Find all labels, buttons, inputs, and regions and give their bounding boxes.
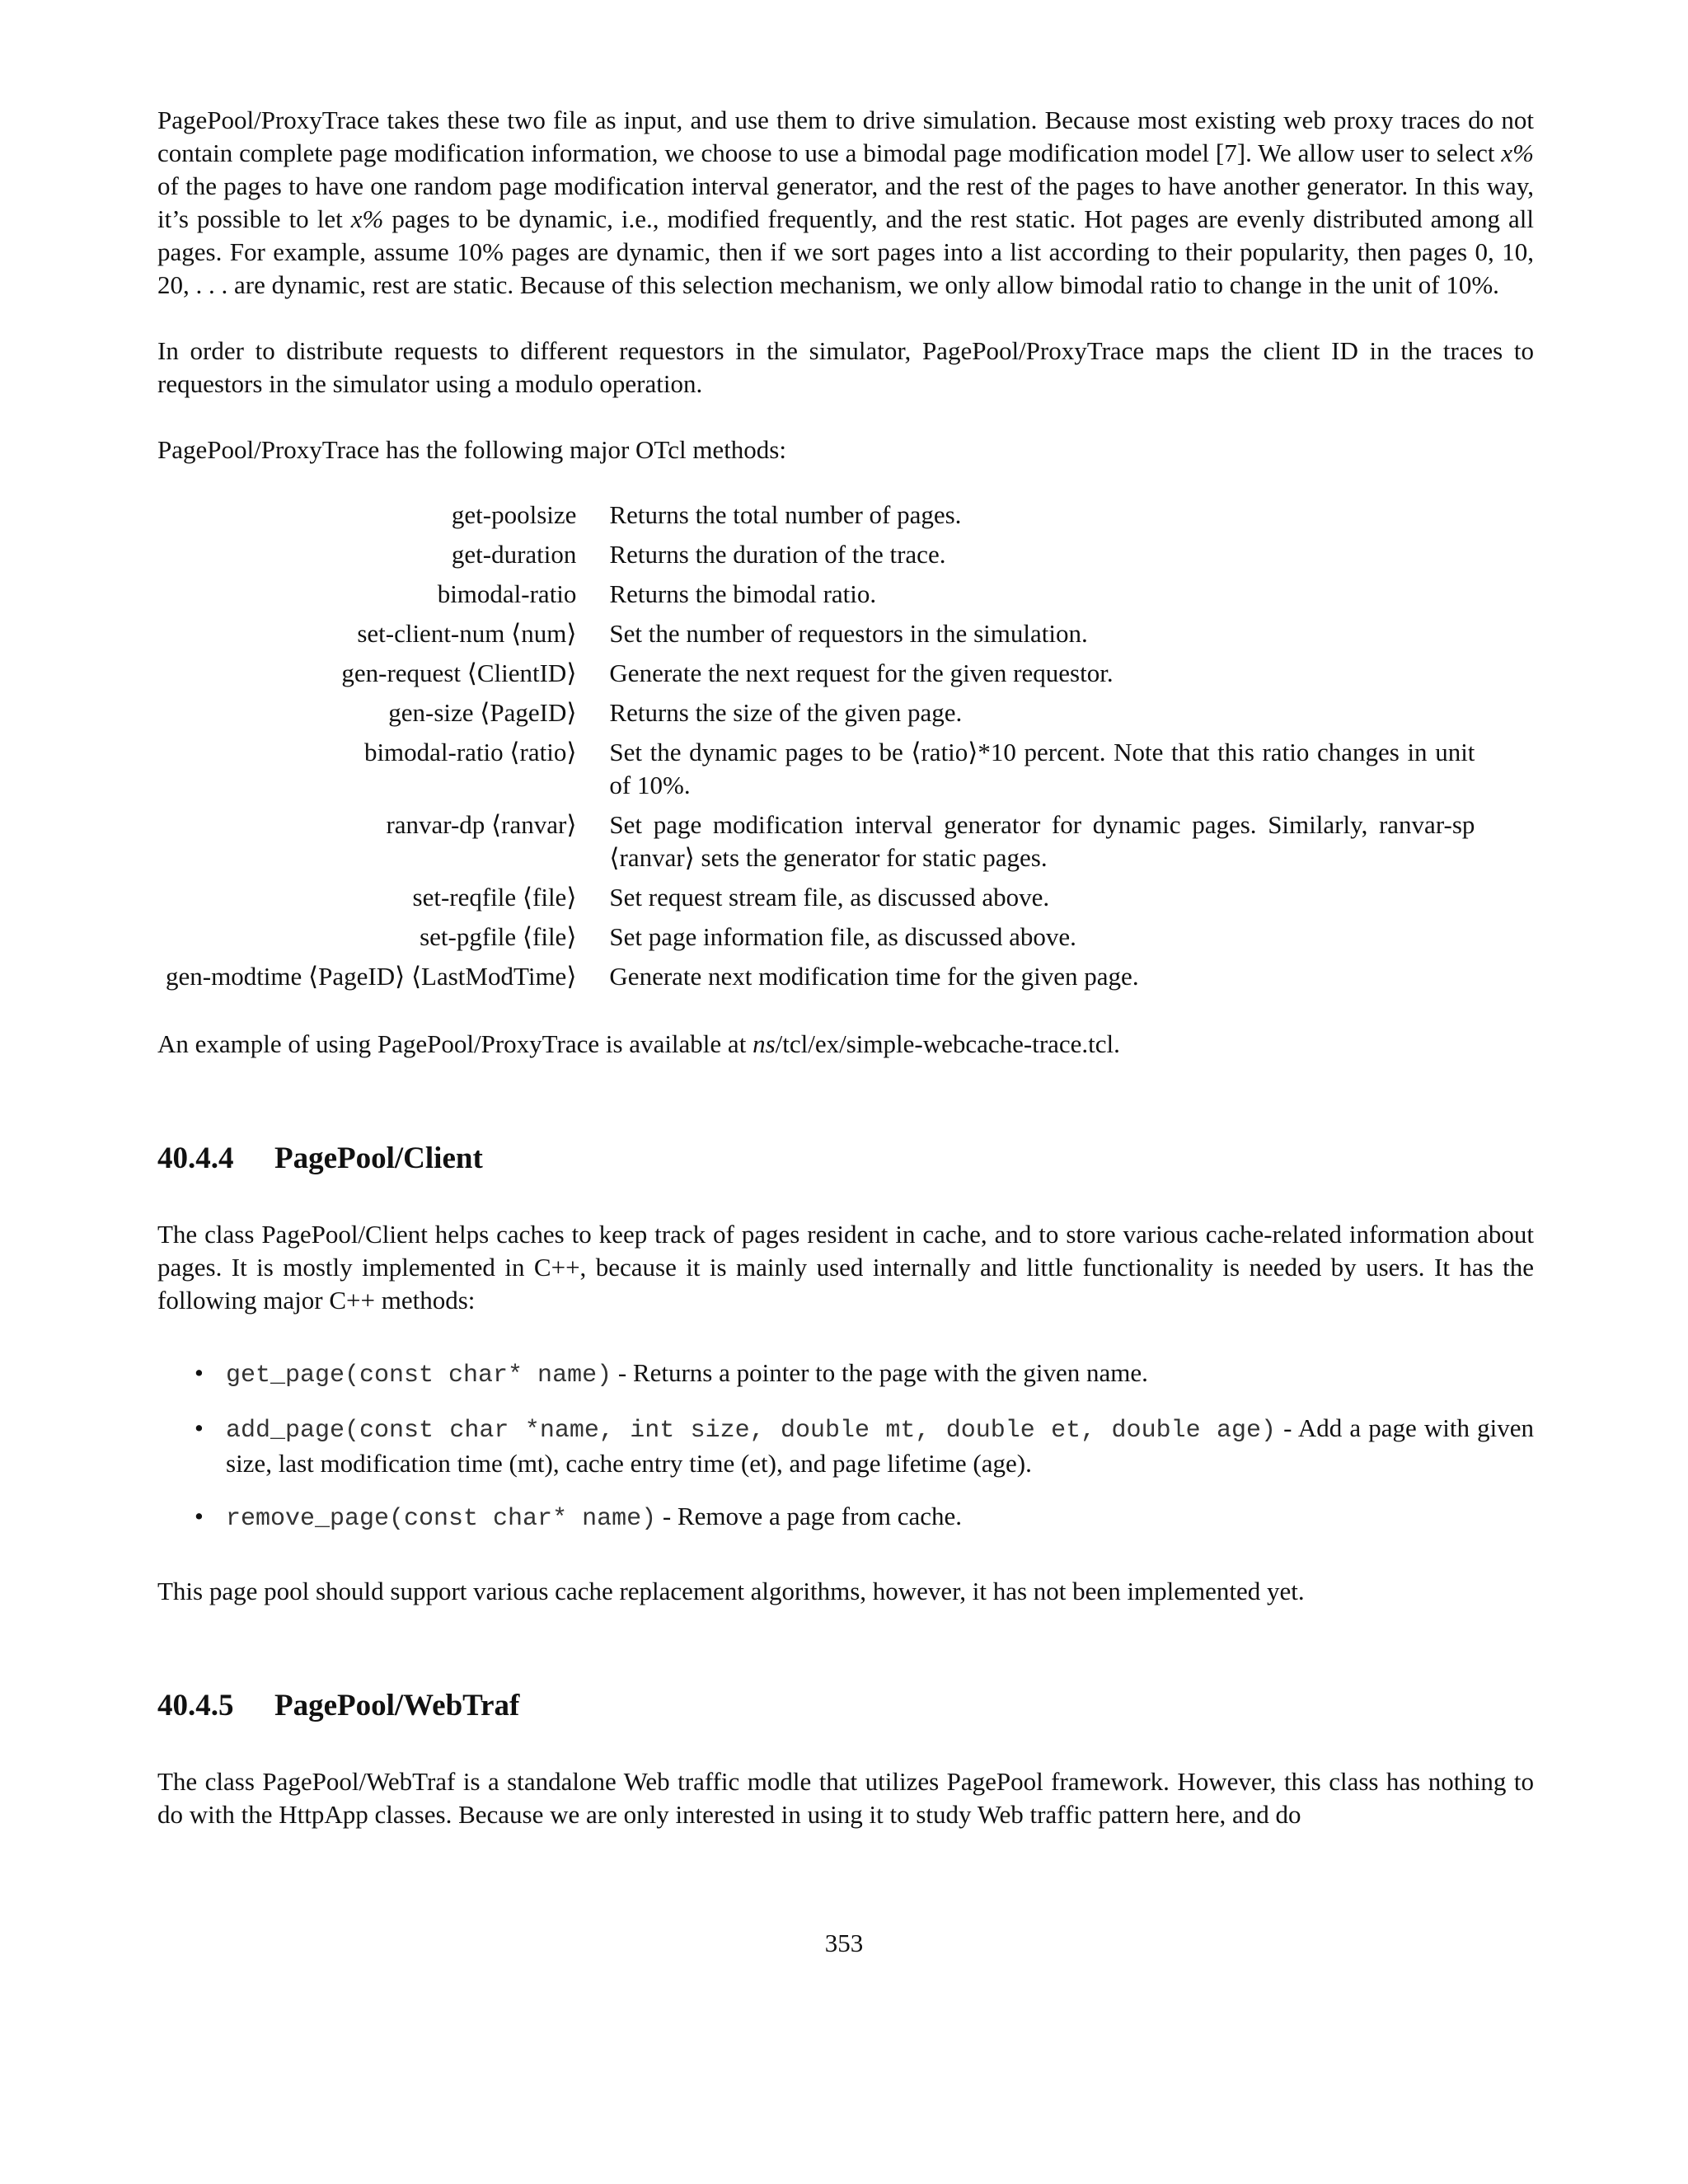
- method-name: get-poolsize: [451, 500, 577, 529]
- method-name: gen-modtime ⟨PageID⟩ ⟨LastModTime⟩: [166, 962, 577, 991]
- list-item: • remove_page(const char* name) - Remove a page from cache.: [195, 1502, 963, 1533]
- section-number: 40.4.4: [157, 1141, 234, 1175]
- method-row: [166, 654, 1475, 693]
- method-description: Generate the next request for the given requestor.: [609, 658, 1114, 687]
- method-name: set-client-num ⟨num⟩: [357, 619, 577, 648]
- method-signature: get_page(const char* name): [226, 1361, 612, 1390]
- method-name: ranvar-dp ⟨ranvar⟩: [386, 810, 577, 839]
- method-description: Returns the bimodal ratio.: [609, 579, 877, 608]
- section-webtraf-body: The class PagePool/WebTraf is a standalone Web traffic modle that utilizes PagePool framework. However, this class has nothing to do with the HttpApp classes. Because we are only interested in using it to study Web traffic pattern here, and do: [157, 1767, 1534, 1829]
- section-client-tail: This page pool should support various cache replacement algorithms, however, it has not been implemented yet.: [157, 1577, 1305, 1605]
- bullet-icon: •: [195, 1413, 204, 1442]
- method-name: get-duration: [451, 540, 577, 569]
- method-row: [166, 495, 1475, 535]
- math-x-percent: x%: [1501, 138, 1534, 167]
- math-x-percent: x%: [350, 204, 384, 233]
- method-description: Set page information file, as discussed above.: [609, 922, 1076, 951]
- method-description: Returns the size of the given page.: [609, 698, 963, 727]
- method-row: [166, 878, 1475, 917]
- method-description: Set page modification interval generator for dynamic pages. Similarly, ranvar-sp ⟨ranvar⟩ sets the generator for static pages.: [609, 810, 1475, 872]
- method-signature: remove_page(const char* name): [226, 1505, 657, 1533]
- method-row: [166, 805, 1475, 878]
- method-name: gen-size ⟨PageID⟩: [388, 698, 577, 727]
- method-row: [166, 957, 1475, 996]
- method-signature: add_page(const char *name, int size, double mt, double et, double age): [226, 1417, 1276, 1445]
- method-name: set-reqfile ⟨file⟩: [412, 883, 577, 912]
- list-item: • get_page(const char* name) - Returns a pointer to the page with the given name.: [195, 1358, 1148, 1390]
- method-row: [166, 574, 1475, 614]
- otcl-methods-table: [166, 495, 1475, 996]
- example-paragraph: An example of using PagePool/ProxyTrace is available at ns/tcl/ex/simple-webcache-trace.tcl.: [157, 1029, 1120, 1058]
- section-heading-pagepool-webtraf: [157, 1686, 1534, 1726]
- cpp-methods-list: [157, 1357, 1534, 1535]
- method-description: Set request stream file, as discussed above.: [609, 883, 1050, 912]
- method-row: [166, 693, 1475, 733]
- method-name: gen-request ⟨ClientID⟩: [341, 658, 577, 687]
- section-heading-pagepool-client: [157, 1139, 1534, 1179]
- method-description: Set the dynamic pages to be ⟨ratio⟩*10 percent. Note that this ratio changes in unit of 10%.: [609, 738, 1475, 799]
- method-row: [166, 917, 1475, 957]
- section-number: 40.4.5: [157, 1689, 234, 1722]
- bullet-icon: •: [195, 1502, 204, 1530]
- method-row: [166, 733, 1475, 805]
- section-client-body: The class PagePool/Client helps caches to keep track of pages resident in cache, and to store various cache-related information about pages. It is mostly implemented in C++, because it is mainly used internally and little functionality is needed by users. It has the following major C++ methods:: [157, 1220, 1534, 1315]
- page-number: 353: [824, 1929, 864, 1957]
- intro-paragraph-requestors: In order to distribute requests to different requestors in the simulator, PagePool/ProxyTrace maps the client ID in the traces to requestors in the simulator using a modulo operation.: [157, 336, 1534, 398]
- intro-paragraph-bimodal: PagePool/ProxyTrace takes these two file as input, and use them to drive simulation. Because most existing web proxy traces do not contain complete page modification information, we choose to use a bimodal page modification model [7]. We allow user to select x% of the pages to have one random page modification interval generator, and the rest of the pages to have another generator. In this way, it’s possible to let x% pages to be dynamic, i.e., modified frequently, and the rest static. Hot pages are evenly distributed among all pages. For example, assume 10% pages are dynamic, then if we sort pages into a list according to their popularity, then pages 0, 10, 20, . . . are dynamic, rest are static. Because of this selection mechanism, we only allow bimodal ratio to change in the unit of 10%.: [157, 105, 1534, 299]
- method-row: [166, 535, 1475, 574]
- method-name: bimodal-ratio: [437, 579, 577, 608]
- list-item: • add_page(const char *name, int size, double mt, double et, double age) - Add a page with given size, last modification time (mt), cache entry time (et), and page lifetime (age).: [195, 1413, 1534, 1478]
- method-description: Returns the duration of the trace.: [609, 540, 946, 569]
- method-row: [166, 614, 1475, 654]
- page-content: [157, 104, 1534, 1831]
- section-title: PagePool/WebTraf: [274, 1689, 520, 1722]
- method-description: Returns the total number of pages.: [609, 500, 962, 529]
- bullet-icon: •: [195, 1358, 204, 1387]
- method-name: set-pgfile ⟨file⟩: [420, 922, 577, 951]
- method-description: Set the number of requestors in the simulation.: [609, 619, 1088, 648]
- intro-paragraph-methods-lead: PagePool/ProxyTrace has the following major OTcl methods:: [157, 435, 786, 464]
- section-title: PagePool/Client: [274, 1141, 483, 1175]
- ns-path-prefix: ns: [753, 1029, 776, 1058]
- method-name: bimodal-ratio ⟨ratio⟩: [363, 738, 577, 766]
- method-description: Generate next modification time for the given page.: [609, 962, 1139, 991]
